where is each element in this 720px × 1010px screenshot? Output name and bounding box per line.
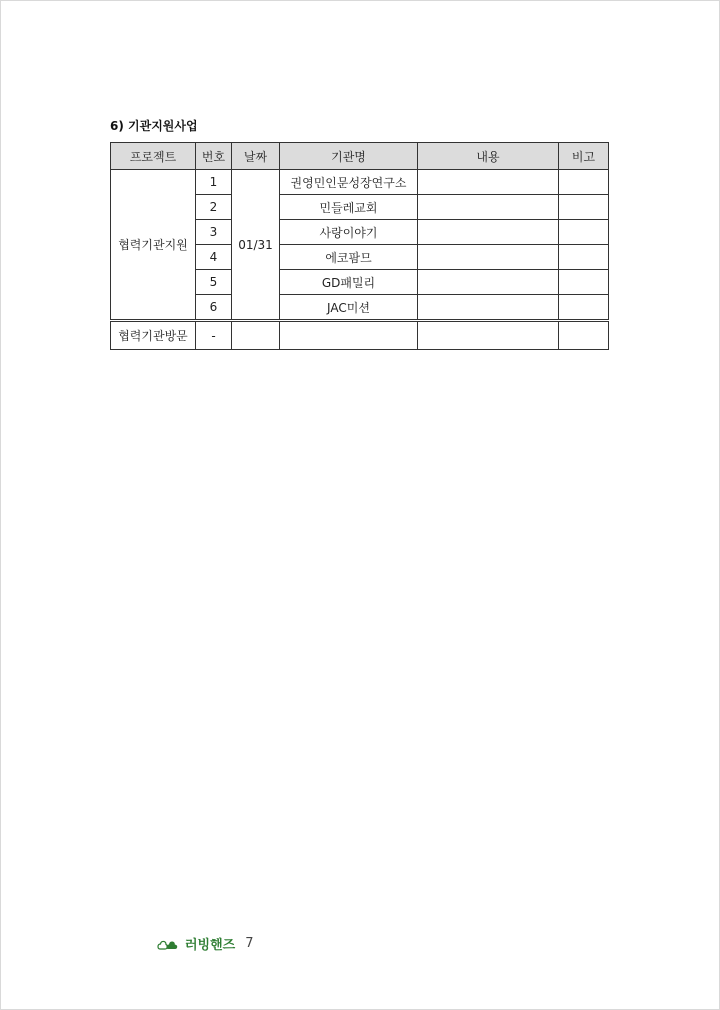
content-cell <box>418 170 559 195</box>
header-project: 프로젝트 <box>111 143 196 170</box>
page-number: 7 <box>245 936 254 951</box>
content-cell <box>418 270 559 295</box>
header-org: 기관명 <box>280 143 418 170</box>
header-number: 번호 <box>196 143 232 170</box>
date-cell: 01/31 <box>232 170 280 321</box>
org-cell: 권영민인문성장연구소 <box>280 170 418 195</box>
note-cell <box>559 195 609 220</box>
org-cell: 에코팜므 <box>280 245 418 270</box>
number-cell: 5 <box>196 270 232 295</box>
section-title: 6) 기관지원사업 <box>110 119 198 133</box>
header-row <box>111 143 609 170</box>
support-table <box>110 142 609 350</box>
brand-name: 러빙핸즈 <box>185 938 236 953</box>
header-content: 내용 <box>418 143 559 170</box>
project-cell: 협력기관지원 <box>111 170 196 321</box>
content-cell <box>418 245 559 270</box>
note-cell <box>559 321 609 350</box>
footer <box>157 934 254 953</box>
note-cell <box>559 220 609 245</box>
content-cell <box>418 195 559 220</box>
note-cell <box>559 295 609 321</box>
header-note: 비고 <box>559 143 609 170</box>
content-cell <box>418 220 559 245</box>
org-cell: GD패밀리 <box>280 270 418 295</box>
note-cell <box>559 245 609 270</box>
date-cell <box>232 321 280 350</box>
table-row <box>111 321 609 350</box>
org-cell: 사랑이야기 <box>280 220 418 245</box>
table-row <box>111 170 609 195</box>
org-cell <box>280 321 418 350</box>
number-cell: 4 <box>196 245 232 270</box>
number-cell: 2 <box>196 195 232 220</box>
note-cell <box>559 270 609 295</box>
org-cell: JAC미션 <box>280 295 418 321</box>
number-cell: 3 <box>196 220 232 245</box>
content-cell <box>418 295 559 321</box>
number-cell: 1 <box>196 170 232 195</box>
cloud-logo-icon <box>157 937 179 951</box>
content-cell <box>418 321 559 350</box>
project-cell: 협력기관방문 <box>111 321 196 350</box>
header-date: 날짜 <box>232 143 280 170</box>
note-cell <box>559 170 609 195</box>
org-cell: 민들레교회 <box>280 195 418 220</box>
number-cell: - <box>196 321 232 350</box>
number-cell: 6 <box>196 295 232 321</box>
